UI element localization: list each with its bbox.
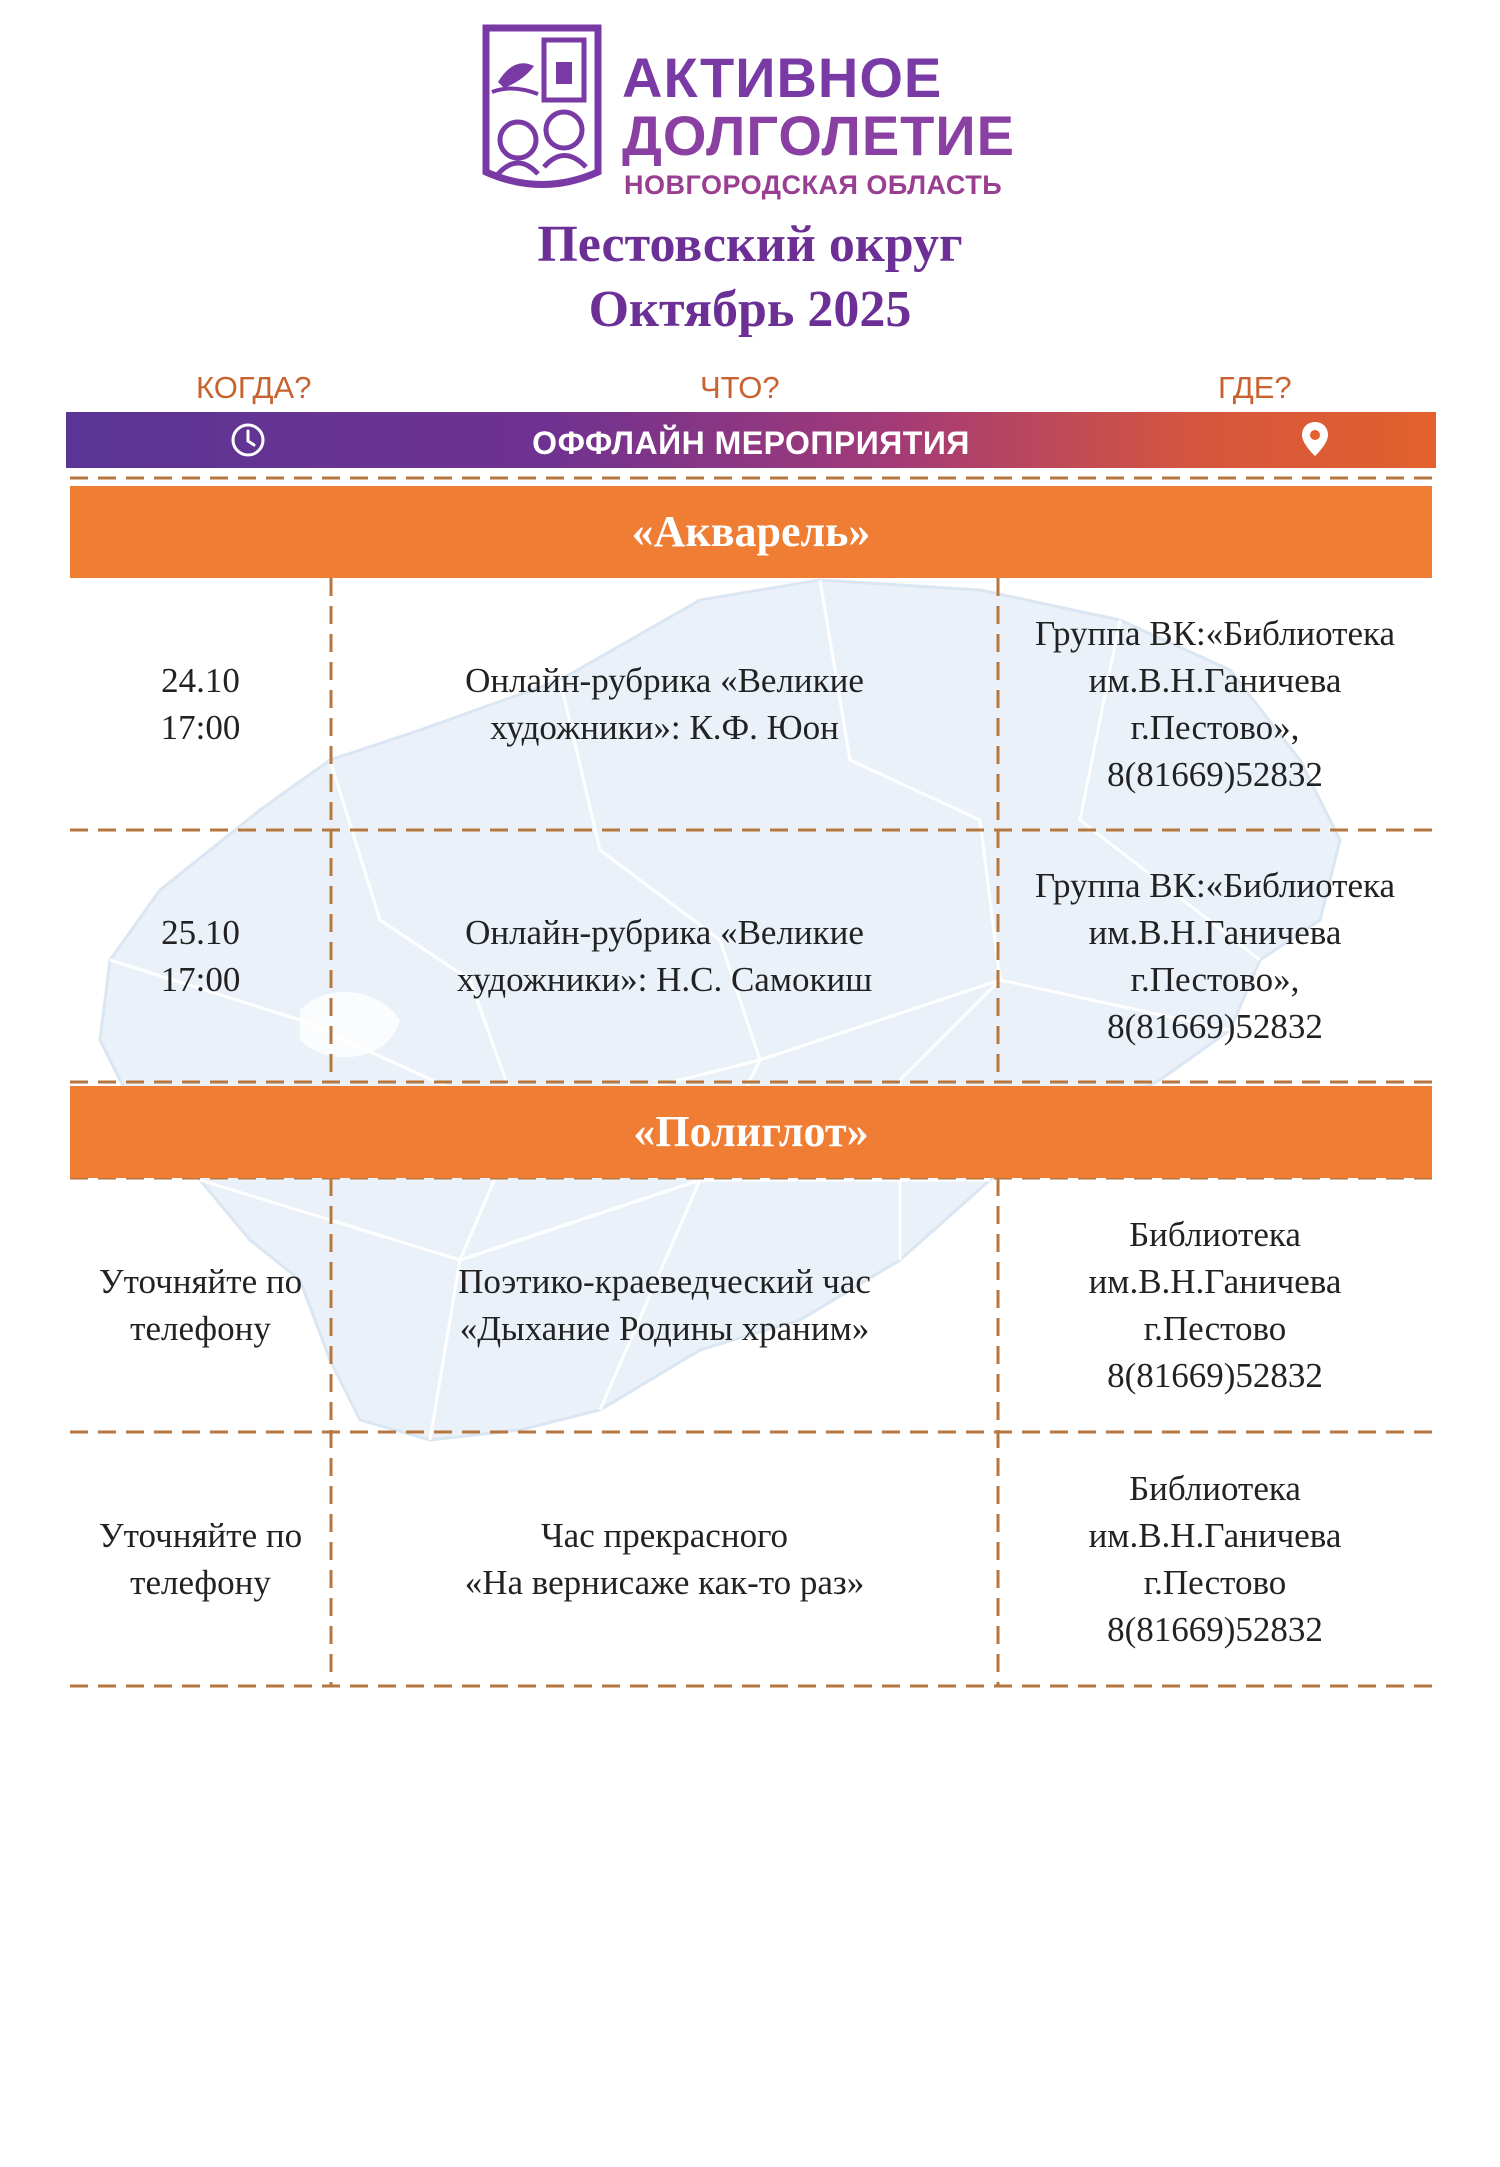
event-title-line: художники»: К.Ф. Юон bbox=[490, 708, 839, 747]
event-phone: 8(81669)52832 bbox=[1107, 1610, 1323, 1649]
section-header-akvarel: «Акварель» bbox=[70, 486, 1432, 578]
event-phone: 8(81669)52832 bbox=[1107, 1356, 1323, 1395]
page-subtitle: Октябрь 2025 bbox=[588, 281, 912, 338]
offline-events-banner bbox=[66, 412, 1436, 468]
event-title-line: художники»: Н.С. Самокиш bbox=[456, 960, 873, 999]
event-title-line: Онлайн-рубрика «Великие bbox=[465, 661, 864, 700]
event-phone: 8(81669)52832 bbox=[1107, 755, 1323, 794]
event-when-line: телефону bbox=[130, 1563, 271, 1602]
event-what bbox=[331, 1178, 998, 1432]
event-place-line: им.В.Н.Ганичева bbox=[1088, 1262, 1342, 1301]
column-header-when: КОГДА? bbox=[196, 370, 312, 405]
event-title-line: «Дыхание Родины храним» bbox=[459, 1309, 870, 1348]
logo-line-longevity: ДОЛГОЛЕТИЕ bbox=[622, 104, 1015, 167]
section-header-poliglot: «Полиглот» bbox=[70, 1086, 1432, 1178]
event-what bbox=[331, 830, 998, 1082]
logo bbox=[478, 18, 1038, 198]
event-date: 24.10 bbox=[161, 661, 240, 700]
event-what bbox=[331, 578, 998, 830]
banner-label: ОФФЛАЙН МЕРОПРИЯТИЯ bbox=[532, 425, 970, 461]
event-when-line: телефону bbox=[130, 1309, 271, 1348]
logo-line-region: НОВГОРОДСКАЯ ОБЛАСТЬ bbox=[624, 170, 1003, 200]
event-what bbox=[331, 1432, 998, 1686]
event-when bbox=[70, 1178, 331, 1432]
location-pin-icon bbox=[1300, 420, 1330, 458]
event-when bbox=[70, 830, 331, 1082]
event-place-line: г.Пестово», bbox=[1130, 960, 1300, 999]
event-phone: 8(81669)52832 bbox=[1107, 1007, 1323, 1046]
event-where bbox=[998, 830, 1432, 1082]
event-title-line: Онлайн-рубрика «Великие bbox=[465, 913, 864, 952]
event-when-line: Уточняйте по bbox=[98, 1516, 303, 1555]
event-time: 17:00 bbox=[160, 960, 241, 999]
page-title: Пестовский округ bbox=[537, 216, 963, 273]
event-where bbox=[998, 1178, 1432, 1432]
event-place-line: г.Пестово», bbox=[1130, 708, 1300, 747]
event-place-line: им.В.Н.Ганичева bbox=[1088, 1516, 1342, 1555]
event-place-line: им.В.Н.Ганичева bbox=[1088, 913, 1342, 952]
event-place-line: г.Пестово bbox=[1143, 1563, 1287, 1602]
column-header-where: ГДЕ? bbox=[1218, 370, 1292, 405]
event-place-line: Библиотека bbox=[1129, 1215, 1301, 1254]
event-place-line: им.В.Н.Ганичева bbox=[1088, 661, 1342, 700]
column-header-what: ЧТО? bbox=[700, 370, 780, 405]
event-time: 17:00 bbox=[160, 708, 241, 747]
logo-emblem-icon bbox=[478, 22, 606, 192]
event-place-line: Группа ВК:«Библиотека bbox=[1034, 866, 1396, 905]
event-date: 25.10 bbox=[161, 913, 240, 952]
event-when bbox=[70, 578, 331, 830]
event-where bbox=[998, 1432, 1432, 1686]
event-place-line: г.Пестово bbox=[1143, 1309, 1287, 1348]
event-where bbox=[998, 578, 1432, 830]
logo-line-active: АКТИВНОЕ bbox=[622, 46, 943, 109]
event-title-line: Поэтико-краеведческий час bbox=[458, 1262, 871, 1301]
event-place-line: Библиотека bbox=[1129, 1469, 1301, 1508]
event-title-line: «На вернисаже как-то раз» bbox=[464, 1563, 865, 1602]
event-when-line: Уточняйте по bbox=[98, 1262, 303, 1301]
event-title-line: Час прекрасного bbox=[540, 1516, 789, 1555]
event-place-line: Группа ВК:«Библиотека bbox=[1034, 614, 1396, 653]
event-when bbox=[70, 1432, 331, 1686]
